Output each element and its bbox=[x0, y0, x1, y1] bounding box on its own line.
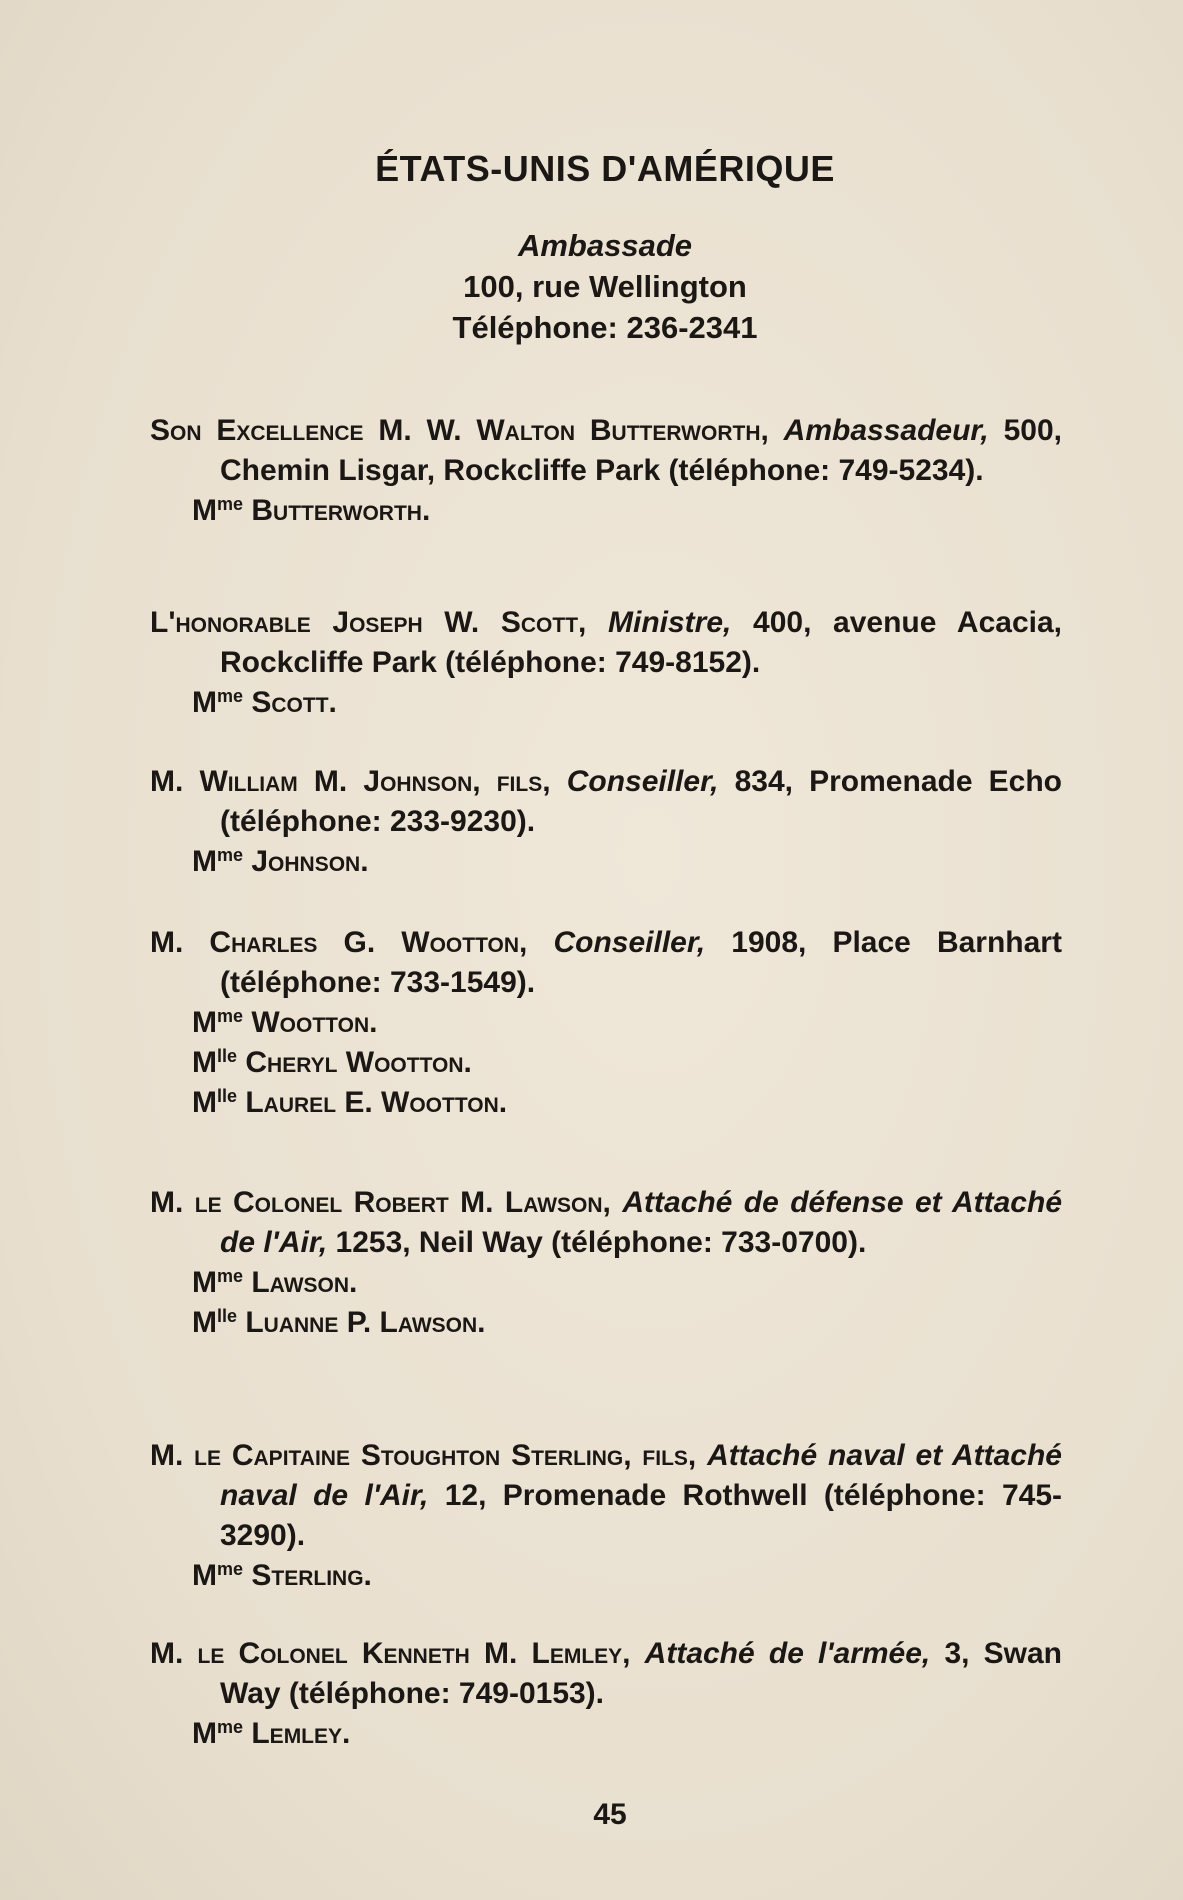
mission-address: 100, rue Wellington bbox=[463, 269, 747, 304]
country-heading: ÉTATS-UNIS D'AMÉRIQUE bbox=[375, 148, 835, 189]
staff-address: 1908, Place Barnhart (téléphone: 733-1549). bbox=[220, 926, 1062, 999]
staff-entry bbox=[150, 1634, 1062, 1754]
family-member: $M^{lle}$ Cheryl Wootton. bbox=[192, 1046, 472, 1079]
staff-entry bbox=[150, 923, 1062, 1123]
staff-entry bbox=[150, 603, 1062, 723]
family-member: $M^{me}$ Scott. bbox=[192, 686, 337, 719]
staff-name: M. le Colonel Kenneth M. Lemley, bbox=[150, 1637, 631, 1670]
staff-entry bbox=[150, 1183, 1062, 1343]
family-member: $M^{lle}$ Laurel E. Wootton. bbox=[192, 1086, 508, 1119]
staff-address: 1253, Neil Way (téléphone: 733-0700). bbox=[335, 1226, 867, 1259]
staff-entry bbox=[150, 411, 1062, 531]
staff-address: 834, Promenade Echo (téléphone: 233-9230). bbox=[220, 765, 1063, 838]
staff-name: M. le Capitaine Stoughton Sterling, fils, bbox=[150, 1439, 697, 1472]
family-member: $M^{me}$ Butterworth. bbox=[192, 494, 431, 527]
staff-address: 12, Promenade Rothwell (téléphone: 745-3290). bbox=[220, 1479, 1063, 1552]
family-member: $M^{lle}$ Luanne P. Lawson. bbox=[192, 1306, 486, 1339]
staff-name: M. le Colonel Robert M. Lawson, bbox=[150, 1186, 611, 1219]
staff-line bbox=[150, 1634, 1062, 1714]
staff-line bbox=[150, 603, 1062, 683]
staff-entry bbox=[150, 1436, 1062, 1596]
staff-title: Ministre, bbox=[608, 606, 732, 639]
staff-name: M. William M. Johnson, fils, bbox=[150, 765, 551, 798]
staff-line bbox=[150, 411, 1062, 491]
staff-title: Conseiller, bbox=[566, 765, 719, 798]
mission-type: Ambassade bbox=[517, 228, 693, 263]
staff-line bbox=[150, 923, 1062, 1003]
family-member: $M^{me}$ Wootton. bbox=[192, 1006, 378, 1039]
page-number: 45 bbox=[593, 1798, 627, 1831]
staff-line bbox=[150, 1183, 1062, 1263]
staff-entry bbox=[150, 762, 1062, 882]
staff-line bbox=[150, 1436, 1062, 1556]
mission-telephone: Téléphone: 236-2341 bbox=[452, 310, 758, 345]
family-member: $M^{me}$ Sterling. bbox=[192, 1559, 372, 1592]
family-member: $M^{me}$ Lemley. bbox=[192, 1717, 351, 1750]
staff-title: Attaché naval et Attaché naval de l'Air, bbox=[220, 1439, 1062, 1512]
staff-name: L'honorable Joseph W. Scott, bbox=[150, 606, 587, 639]
staff-address: 3, Swan Way (téléphone: 749-0153). bbox=[220, 1637, 1062, 1710]
staff-line bbox=[150, 762, 1062, 842]
staff-name: Son Excellence M. W. Walton Butterworth, bbox=[150, 414, 769, 447]
family-member: $M^{me}$ Johnson. bbox=[192, 845, 369, 878]
staff-address: 500, Chemin Lisgar, Rockcliffe Park (téléphone: 749-5234). bbox=[220, 414, 1062, 487]
staff-address: 400, avenue Acacia, Rockcliffe Park (téléphone: 749-8152). bbox=[220, 606, 1063, 679]
staff-title: Attaché de défense et Attaché de l'Air, bbox=[220, 1186, 1062, 1259]
staff-title: Conseiller, bbox=[553, 926, 706, 959]
family-member: $M^{me}$ Lawson. bbox=[192, 1266, 358, 1299]
staff-title: Ambassadeur, bbox=[783, 414, 989, 447]
staff-title: Attaché de l'armée, bbox=[644, 1637, 931, 1670]
staff-name: M. Charles G. Wootton, bbox=[150, 926, 528, 959]
